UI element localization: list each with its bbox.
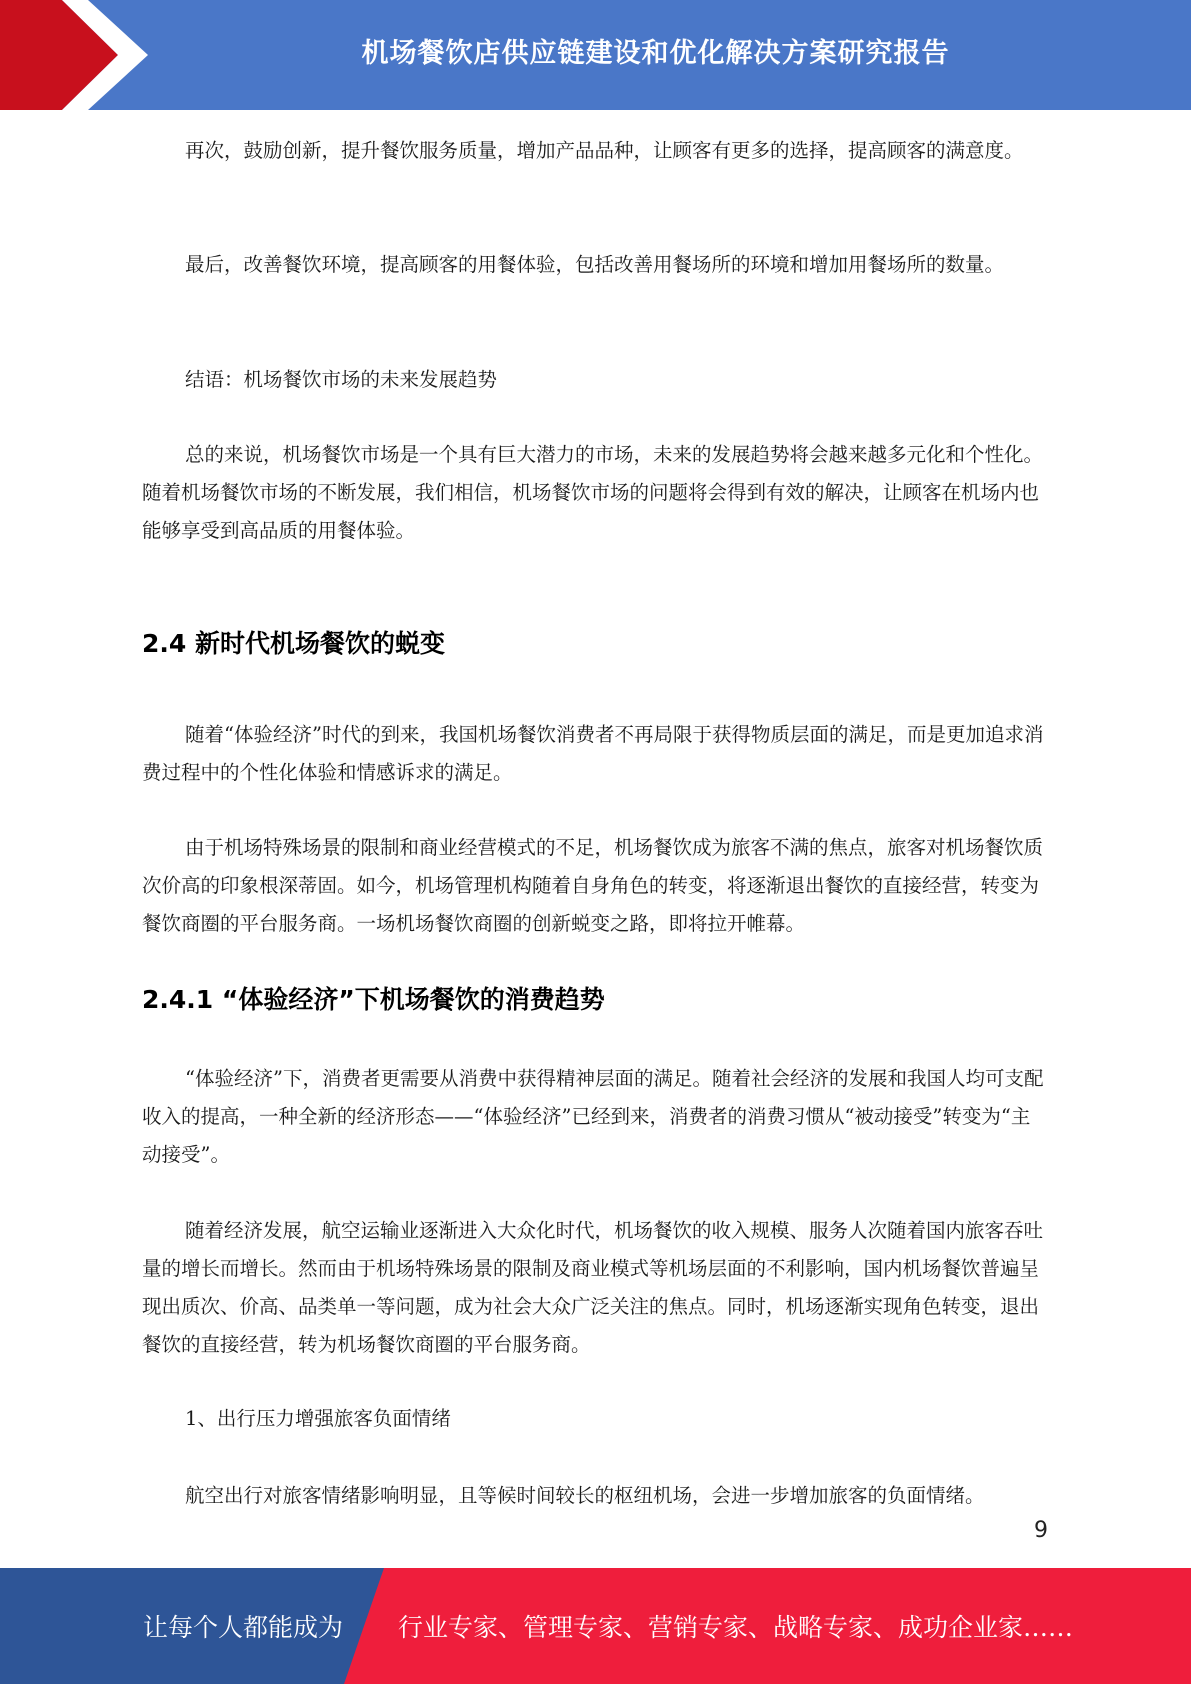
paragraph: 最后，改善餐饮环境，提高顾客的用餐体验，包括改善用餐场所的环境和增加用餐场所的数量。 [185, 253, 1005, 276]
paragraph: 总的来说，机场餐饮市场是一个具有巨大潜力的市场，未来的发展趋势将会越来越多元化和个性化。随着机场餐饮市场的不断发展，我们相信，机场餐饮市场的问题将会得到有效的解决，让顾客在机场内也能够享受到高品质的用餐体验。 [142, 443, 1044, 542]
page-number: 9 [1034, 1518, 1048, 1543]
report-title: 机场餐饮店供应链建设和优化解决方案研究报告 [361, 37, 950, 69]
footer-slogan-right: 行业专家、管理专家、营销专家、战略专家、成功企业家…… [398, 1613, 1074, 1642]
subsection-heading: 2.4.1 “体验经济”下机场餐饮的消费趋势 [142, 985, 605, 1014]
footer-slogan-left: 让每个人都能成为 [143, 1613, 344, 1642]
paragraph: 随着经济发展，航空运输业逐渐进入大众化时代，机场餐饮的收入规模、服务人次随着国内旅客吞吐量的增长而增长。然而由于机场特殊场景的限制及商业模式等机场层面的不利影响，国内机场餐饮普遍呈现出质次、价高、品类单一等问题，成为社会大众广泛关注的焦点。同时，机场逐渐实现角色转变，退出餐饮的直接经营，转为机场餐饮商圈的平台服务商。 [142, 1219, 1044, 1356]
paragraph: 结语：机场餐饮市场的未来发展趋势 [185, 368, 498, 391]
paragraph: 航空出行对旅客情绪影响明显，且等候时间较长的枢纽机场，会进一步增加旅客的负面情绪。 [185, 1484, 985, 1507]
section-heading: 2.4 新时代机场餐饮的蜕变 [142, 629, 445, 658]
paragraph: 再次，鼓励创新，提升餐饮服务质量，增加产品品种，让顾客有更多的选择，提高顾客的满意度。 [185, 139, 1024, 162]
paragraph: 由于机场特殊场景的限制和商业经营模式的不足，机场餐饮成为旅客不满的焦点，旅客对机场餐饮质次价高的印象根深蒂固。如今，机场管理机构随着自身角色的转变，将逐渐退出餐饮的直接经营，转变为餐饮商圈的平台服务商。一场机场餐饮商圈的创新蜕变之路，即将拉开帷幕。 [142, 836, 1044, 935]
paragraph: 1、出行压力增强旅客负面情绪 [185, 1407, 451, 1430]
page-header [0, 0, 1191, 110]
page-footer [0, 1568, 1191, 1684]
paragraph: 随着“体验经济”时代的到来，我国机场餐饮消费者不再局限于获得物质层面的满足，而是更加追求消费过程中的个性化体验和情感诉求的满足。 [142, 723, 1044, 784]
paragraph: “体验经济”下，消费者更需要从消费中获得精神层面的满足。随着社会经济的发展和我国人均可支配收入的提高，一种全新的经济形态——“体验经济”已经到来，消费者的消费习惯从“被动接受”转变为“主动接受”。 [142, 1067, 1044, 1166]
